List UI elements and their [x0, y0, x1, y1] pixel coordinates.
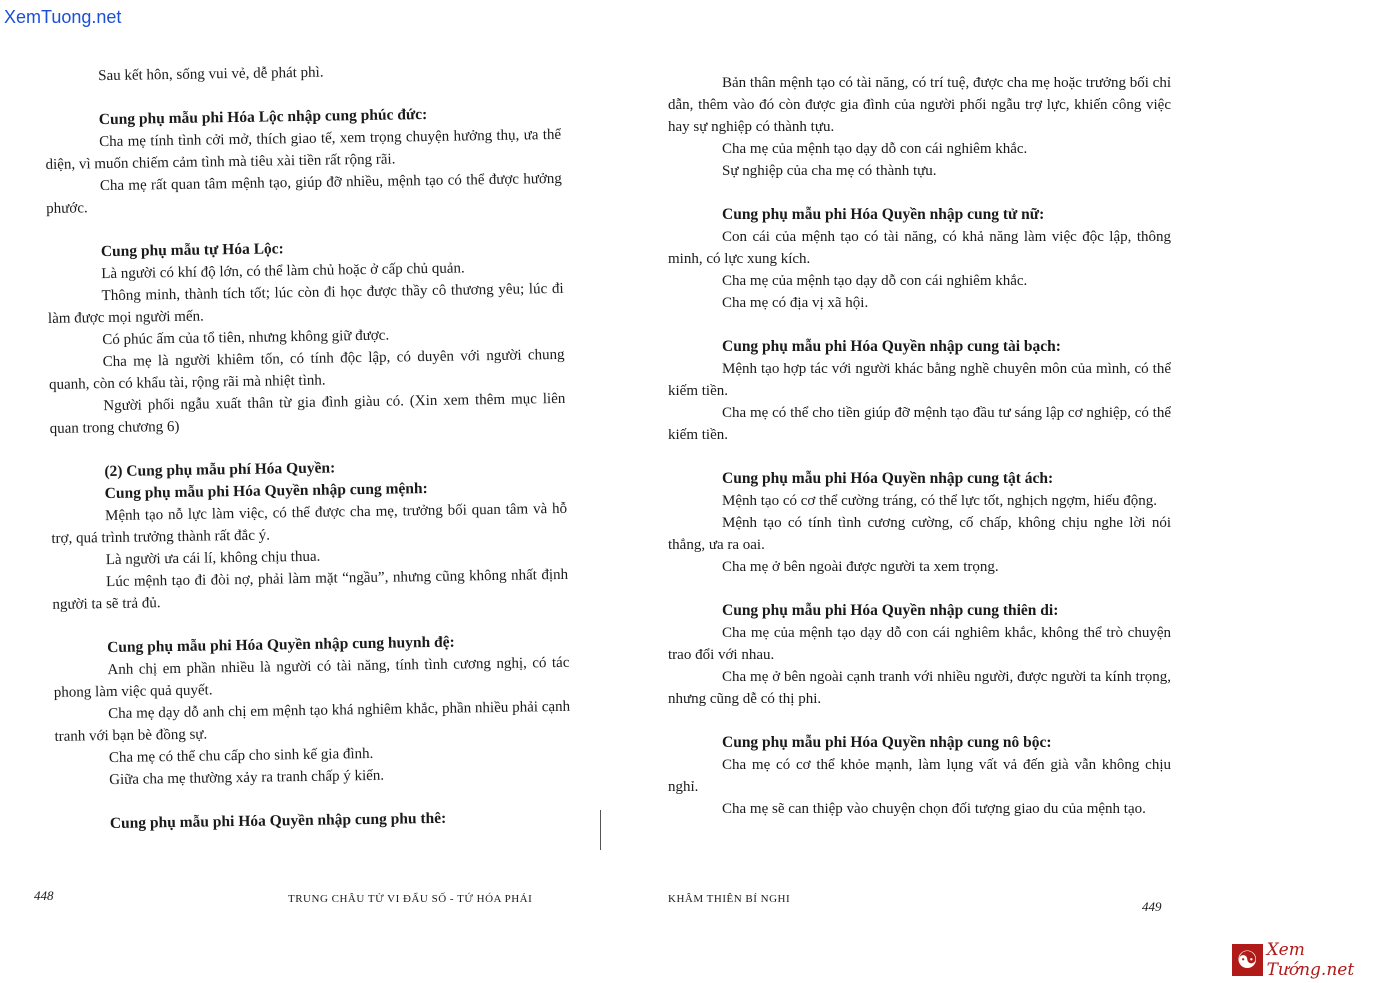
paragraph: Cha mẹ của mệnh tạo dạy dỗ con cái nghiêm khắc. — [722, 141, 1028, 157]
paragraph: Cha mẹ có thể cho tiền giúp đỡ mệnh tạo đầu tư sáng lập cơ nghiệp, có thể kiếm tiền. — [668, 405, 1171, 443]
paragraph: Là người có khí độ lớn, có thể làm chủ hoặc ở cấp chủ quản. — [101, 260, 465, 283]
paragraph: Bản thân mệnh tạo có tài năng, có trí tuệ, được cha mẹ hoặc trưởng bối chỉ dẫn, thêm vào đó còn được gia đình của người phối ngẫu trợ lực, khiến công việc hay sự nghiệp có thành tựu. — [668, 75, 1171, 135]
section-heading: Cung phụ mẫu phi Hóa Quyền nhập cung mệnh: — [104, 480, 428, 503]
paragraph: Mệnh tạo hợp tác với người khác bằng nghề chuyên môn của mình, có thể kiếm tiền. — [668, 361, 1171, 399]
section-heading: Cung phụ mẫu tự Hóa Lộc: — [100, 240, 284, 261]
site-logo — [1232, 940, 1392, 980]
left-page — [44, 58, 572, 836]
paragraph: Anh chị em phần nhiều là người có tài năng, tính tình cương nghị, có tác phong làm việc quả quyết. — [53, 654, 570, 701]
yin-yang-icon: ☯ — [1232, 944, 1263, 976]
paragraph: Người phối ngẫu xuất thân từ gia đình giàu có. (Xin xem thêm mục liên quan trong chương 6) — [49, 390, 566, 437]
paragraph: Cha mẹ dạy dỗ anh chị em mệnh tạo khá nghiêm khắc, phần nhiều phải cạnh tranh với bạn bè đồng sự. — [54, 698, 571, 745]
site-watermark: XemTuong.net — [4, 7, 122, 27]
paragraph: Cha mẹ rất quan tâm mệnh tạo, giúp đỡ nhiều, mệnh tạo có thể được hưởng phước. — [46, 170, 562, 217]
paragraph: Thông minh, thành tích tốt; lúc còn đi học được thầy cô thương yêu; lúc đi làm được mọi người mến. — [47, 280, 564, 327]
logo-text: Xem Tướng.net — [1266, 940, 1355, 980]
paragraph: Cha mẹ có thể chu cấp cho sinh kế gia đình. — [108, 745, 374, 767]
paragraph: Giữa cha mẹ thường xảy ra tranh chấp ý kiến. — [109, 767, 385, 789]
section-heading: Cung phụ mẫu phi Hóa Quyền nhập cung thiên di: — [722, 602, 1059, 619]
paragraph: Cha mẹ ở bên ngoài được người ta xem trọng. — [722, 559, 999, 575]
running-footer-right: KHÂM THIÊN BÍ NGHI — [668, 893, 791, 905]
chapter-subtitle: (2) Cung phụ mẫu phí Hóa Quyền: — [104, 459, 336, 481]
paragraph: Mệnh tạo có cơ thể cường tráng, có thể lực tốt, nghịch ngợm, hiếu động. — [722, 493, 1157, 509]
section-heading: Cung phụ mẫu phi Hóa Quyền nhập cung nô bộc: — [722, 734, 1052, 751]
paragraph: Lúc mệnh tạo đi đòi nợ, phải làm mặt “ngầu”, nhưng cũng không nhất định người ta sẽ trả đủ. — [52, 566, 569, 613]
section-heading: Cung phụ mẫu phi Hóa Lộc nhập cung phúc đức: — [98, 105, 428, 129]
right-page — [668, 72, 1171, 820]
paragraph: Sự nghiệp của cha mẹ có thành tựu. — [722, 163, 937, 179]
paragraph: Cha mẹ của mệnh tạo dạy dỗ con cái nghiêm khắc, không thể trò chuyện trao đổi với nhau. — [668, 625, 1171, 663]
paragraph: Mệnh tạo nỗ lực làm việc, có thể được cha mẹ, trưởng bối quan tâm và hỗ trợ, quá trình trưởng thành rất đắc ý. — [51, 500, 568, 547]
running-footer-left: TRUNG CHÂU TỬ VI ĐẨU SỐ - TỨ HÓA PHÁI — [288, 893, 533, 905]
section-heading: Cung phụ mẫu phi Hóa Quyền nhập cung tử nữ: — [722, 206, 1045, 223]
section-heading: Cung phụ mẫu phi Hóa Quyền nhập cung phu thê: — [109, 809, 447, 833]
paragraph: Cha mẹ tính tình cởi mở, thích giao tế, xem trọng chuyện hưởng thụ, ưa thể diện, vì muốn chiếm cảm tình mà tiêu xài tiền rất rộng rãi. — [45, 126, 562, 173]
section-heading: Cung phụ mẫu phi Hóa Quyền nhập cung tài bạch: — [722, 338, 1061, 355]
paragraph: Con cái của mệnh tạo có tài năng, có khả năng làm việc độc lập, thông minh, có lực xung kích. — [668, 229, 1171, 267]
section-heading: Cung phụ mẫu phi Hóa Quyền nhập cung tật ách: — [722, 470, 1054, 487]
paragraph: Cha mẹ sẽ can thiệp vào chuyện chọn đối tượng giao du của mệnh tạo. — [722, 801, 1146, 817]
paragraph: Cha mẹ của mệnh tạo dạy dỗ con cái nghiêm khắc. — [722, 273, 1028, 289]
paragraph: Cha mẹ là người khiêm tốn, có tính độc lập, có duyên với người chung quanh, còn có khẩu tài, rộng rãi mà nhiệt tình. — [48, 346, 565, 393]
intro-text: Sau kết hôn, sống vui vẻ, dễ phát phì. — [98, 64, 324, 85]
paragraph: Có phúc ấm của tổ tiên, nhưng không giữ được. — [102, 327, 390, 349]
paragraph: Mệnh tạo có tính tình cương cường, cố chấp, không chịu nghe lời nói thẳng, ưa ra oai. — [668, 515, 1171, 553]
paragraph: Cha mẹ có cơ thể khỏe mạnh, làm lụng vất vả đến già vẫn không chịu nghỉ. — [668, 757, 1171, 795]
section-heading: Cung phụ mẫu phi Hóa Quyền nhập cung huynh đệ: — [107, 633, 455, 657]
paragraph: Cha mẹ có địa vị xã hội. — [722, 295, 869, 311]
paragraph: Cha mẹ ở bên ngoài cạnh tranh với nhiều người, được người ta kính trọng, nhưng cũng dễ có thị phi. — [668, 669, 1171, 707]
page-gutter — [600, 810, 601, 850]
page-number-left: 448 — [34, 888, 54, 903]
page-number-right: 449 — [1142, 899, 1162, 914]
paragraph: Là người ưa cái lí, không chịu thua. — [105, 548, 321, 569]
